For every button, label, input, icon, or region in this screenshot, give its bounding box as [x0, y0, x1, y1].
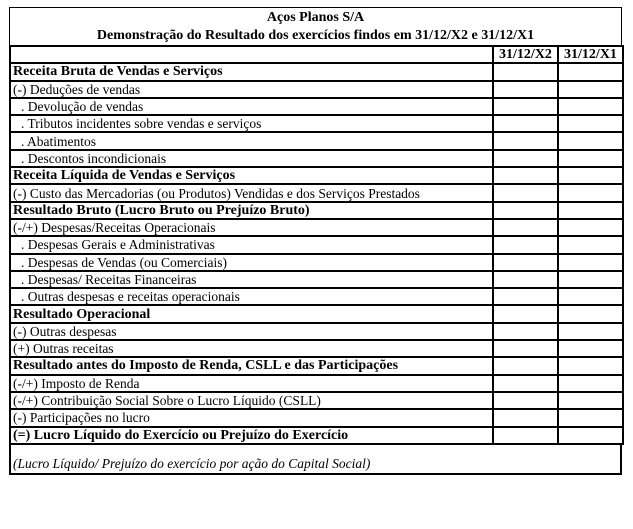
value-x1-cell[interactable]	[558, 271, 623, 288]
row-label: . Tributos incidentes sobre vendas e serviços	[10, 115, 493, 132]
table-row	[10, 236, 623, 253]
value-x1-cell[interactable]	[558, 340, 623, 357]
value-x1-cell[interactable]	[558, 202, 623, 219]
value-x2-cell[interactable]	[493, 288, 558, 305]
row-label: (-) Deduções de vendas	[10, 81, 493, 98]
value-x2-cell[interactable]	[493, 63, 558, 80]
row-label: (+) Outras receitas	[10, 340, 493, 357]
table-row	[10, 254, 623, 271]
value-x1-cell[interactable]	[558, 288, 623, 305]
table-row	[10, 184, 623, 201]
value-x2-cell[interactable]	[493, 427, 558, 444]
value-x2-cell[interactable]	[493, 98, 558, 115]
value-x2-cell[interactable]	[493, 392, 558, 409]
row-label: Receita Bruta de Vendas e Serviços	[10, 63, 493, 80]
value-x1-cell[interactable]	[558, 115, 623, 132]
value-x1-cell[interactable]	[558, 150, 623, 167]
table-row	[10, 81, 623, 98]
value-x2-cell[interactable]	[493, 305, 558, 322]
per-share-note: (Lucro Líquido/ Prejuízo do exercício por ação do Capital Social)	[9, 445, 622, 475]
value-x1-cell[interactable]	[558, 427, 623, 444]
statement-table	[9, 45, 624, 445]
value-x2-cell[interactable]	[493, 150, 558, 167]
table-row	[10, 219, 623, 236]
value-x2-cell[interactable]	[493, 409, 558, 426]
row-label: Resultado Operacional	[10, 305, 493, 322]
statement-subtitle: Demonstração do Resultado dos exercícios findos em 31/12/X2 e 31/12/X1	[96, 28, 535, 43]
value-x2-cell[interactable]	[493, 271, 558, 288]
row-label: (-/+) Contribuição Social Sobre o Lucro Líquido (CSLL)	[10, 392, 493, 409]
table-row	[10, 340, 623, 357]
row-label: Resultado Bruto (Lucro Bruto ou Prejuízo Bruto)	[10, 202, 493, 219]
value-x1-cell[interactable]	[558, 254, 623, 271]
row-label: (-/+) Despesas/Receitas Operacionais	[10, 219, 493, 236]
table-row	[10, 375, 623, 392]
table-row	[10, 392, 623, 409]
row-label: . Despesas/ Receitas Financeiras	[10, 271, 493, 288]
value-x1-cell[interactable]	[558, 305, 623, 322]
value-x2-cell[interactable]	[493, 184, 558, 201]
row-label: Receita Líquida de Vendas e Serviços	[10, 167, 493, 184]
column-header-x1: 31/12/X1	[558, 46, 623, 63]
column-header-x2: 31/12/X2	[493, 46, 558, 63]
table-row	[10, 202, 623, 219]
value-x1-cell[interactable]	[558, 236, 623, 253]
row-label: . Abatimentos	[10, 132, 493, 149]
table-row	[10, 323, 623, 340]
table-row	[10, 167, 623, 184]
value-x2-cell[interactable]	[493, 357, 558, 374]
column-header-label	[10, 46, 493, 63]
value-x1-cell[interactable]	[558, 323, 623, 340]
value-x2-cell[interactable]	[493, 375, 558, 392]
value-x2-cell[interactable]	[493, 81, 558, 98]
value-x2-cell[interactable]	[493, 132, 558, 149]
table-row	[10, 409, 623, 426]
value-x1-cell[interactable]	[558, 81, 623, 98]
row-label: (-) Custo das Mercadorias (ou Produtos) Vendidas e dos Serviços Prestados	[10, 184, 493, 201]
table-row	[10, 427, 623, 444]
row-label: . Devolução de vendas	[10, 98, 493, 115]
table-row	[10, 150, 623, 167]
value-x2-cell[interactable]	[493, 254, 558, 271]
row-label: . Despesas de Vendas (ou Comerciais)	[10, 254, 493, 271]
column-header-row	[10, 46, 623, 63]
table-row	[10, 357, 623, 374]
row-label: (-) Participações no lucro	[10, 409, 493, 426]
table-row	[10, 305, 623, 322]
table-row	[10, 271, 623, 288]
row-label: Resultado antes do Imposto de Renda, CSLL e das Participações	[10, 357, 493, 374]
value-x2-cell[interactable]	[493, 236, 558, 253]
value-x2-cell[interactable]	[493, 323, 558, 340]
company-name: Aços Planos S/A	[266, 10, 365, 25]
table-row	[10, 132, 623, 149]
statement-title-block	[9, 7, 622, 45]
value-x1-cell[interactable]	[558, 98, 623, 115]
value-x1-cell[interactable]	[558, 409, 623, 426]
table-row	[10, 98, 623, 115]
row-label: (-) Outras despesas	[10, 323, 493, 340]
table-row	[10, 115, 623, 132]
row-label: (=) Lucro Líquido do Exercício ou Prejuízo do Exercício	[10, 427, 493, 444]
value-x1-cell[interactable]	[558, 167, 623, 184]
value-x2-cell[interactable]	[493, 219, 558, 236]
value-x1-cell[interactable]	[558, 392, 623, 409]
value-x1-cell[interactable]	[558, 132, 623, 149]
value-x2-cell[interactable]	[493, 167, 558, 184]
value-x2-cell[interactable]	[493, 115, 558, 132]
value-x1-cell[interactable]	[558, 357, 623, 374]
row-label: (-/+) Imposto de Renda	[10, 375, 493, 392]
value-x1-cell[interactable]	[558, 184, 623, 201]
row-label: . Outras despesas e receitas operacionais	[10, 288, 493, 305]
table-row	[10, 288, 623, 305]
row-label: . Descontos incondicionais	[10, 150, 493, 167]
value-x1-cell[interactable]	[558, 219, 623, 236]
value-x1-cell[interactable]	[558, 63, 623, 80]
value-x1-cell[interactable]	[558, 375, 623, 392]
value-x2-cell[interactable]	[493, 340, 558, 357]
income-statement	[9, 7, 622, 475]
row-label: . Despesas Gerais e Administrativas	[10, 236, 493, 253]
value-x2-cell[interactable]	[493, 202, 558, 219]
table-row	[10, 63, 623, 80]
